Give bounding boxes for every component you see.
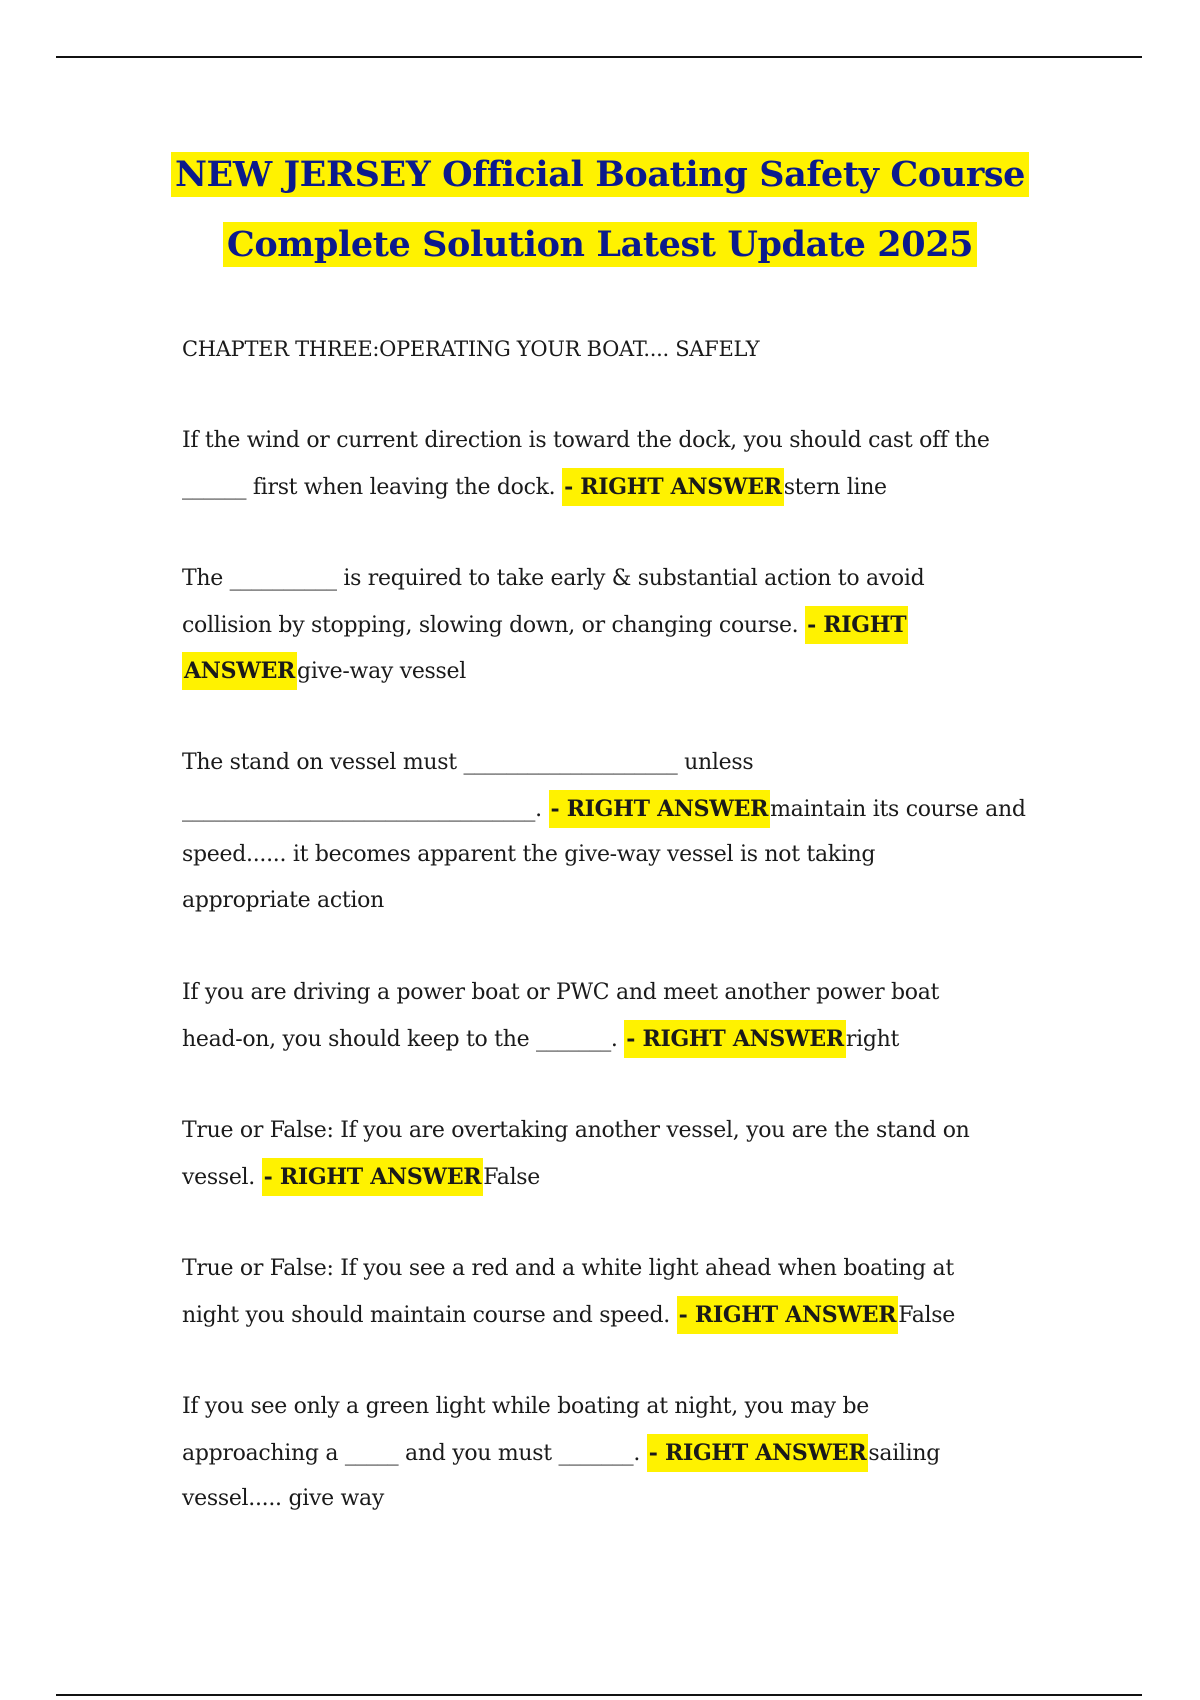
answer-text: right	[845, 1027, 900, 1052]
qa-list	[182, 418, 1026, 1522]
qa-line	[182, 602, 1022, 648]
qa-item	[182, 970, 1022, 1062]
answer-text: sailing	[868, 1441, 941, 1466]
answer-label: - RIGHT	[805, 606, 908, 644]
question-text: True or False: If you see a red and a white light ahead when boating at	[182, 1256, 954, 1281]
qa-line	[182, 464, 1022, 510]
qa-line	[182, 1430, 1022, 1476]
answer-label: - RIGHT ANSWER	[262, 1158, 484, 1196]
question-text: If you see only a green light while boating at night, you may be	[182, 1394, 869, 1419]
question-text: The stand on vessel must ____________________ unless	[182, 750, 754, 775]
answer-text: maintain its course and	[770, 797, 1026, 822]
answer-text: give-way vessel	[297, 659, 466, 684]
qa-item	[182, 1384, 1022, 1522]
answer-label: - RIGHT ANSWER	[549, 790, 771, 828]
question-text: vessel..... give way	[182, 1486, 384, 1511]
question-text: speed...... it becomes apparent the give-way vessel is not taking	[182, 842, 876, 867]
qa-line	[182, 1108, 1022, 1154]
answer-label: - RIGHT ANSWER	[677, 1296, 899, 1334]
qa-line	[182, 1016, 1022, 1062]
answer-label: - RIGHT ANSWER	[562, 468, 784, 506]
document-title	[0, 140, 1200, 280]
question-text: approaching a _____ and you must _______.	[182, 1441, 647, 1466]
qa-item	[182, 1246, 1022, 1338]
question-text: night you should maintain course and speed.	[182, 1303, 677, 1328]
answer-label: ANSWER	[182, 652, 297, 690]
qa-line	[182, 786, 1026, 832]
qa-item	[182, 556, 1022, 694]
qa-line	[182, 1384, 1022, 1430]
question-text: ______ first when leaving the dock.	[182, 475, 563, 500]
question-text: If you are driving a power boat or PWC and meet another power boat	[182, 980, 940, 1005]
qa-line	[182, 832, 1022, 878]
question-text: vessel.	[182, 1165, 262, 1190]
qa-line	[182, 648, 1022, 694]
qa-line	[182, 970, 1022, 1016]
question-text: collision by stopping, slowing down, or changing course.	[182, 613, 806, 638]
answer-text: stern line	[783, 475, 887, 500]
answer-label: - RIGHT ANSWER	[647, 1434, 869, 1472]
qa-item	[182, 1108, 1022, 1200]
answer-label: - RIGHT ANSWER	[624, 1020, 846, 1058]
question-text: appropriate action	[182, 888, 384, 913]
answer-text: False	[898, 1303, 955, 1328]
top-rule	[56, 56, 1142, 58]
qa-line	[182, 1476, 1022, 1522]
qa-line	[182, 1292, 1022, 1338]
question-text: head-on, you should keep to the _______.	[182, 1027, 625, 1052]
question-text: If the wind or current direction is toward the dock, you should cast off the	[182, 428, 990, 453]
qa-line	[182, 1246, 1022, 1292]
document-body	[182, 326, 1026, 1568]
qa-item	[182, 740, 1026, 924]
answer-text: False	[483, 1165, 541, 1190]
qa-line	[182, 1154, 1022, 1200]
qa-line	[182, 418, 1022, 464]
question-text: True or False: If you are overtaking another vessel, you are the stand on	[182, 1118, 970, 1143]
qa-line	[182, 878, 1022, 924]
title-line-2: Complete Solution Latest Update 2025	[223, 222, 977, 267]
qa-line	[182, 556, 1022, 602]
qa-line	[182, 740, 1022, 786]
title-line-1: NEW JERSEY Official Boating Safety Course	[171, 152, 1029, 197]
qa-item	[182, 418, 1022, 510]
chapter-heading: CHAPTER THREE:OPERATING YOUR BOAT.... SAFELY	[182, 337, 760, 361]
bottom-rule	[56, 1694, 1142, 1696]
question-text: The __________ is required to take early & substantial action to avoid	[182, 566, 925, 591]
question-text: _________________________________.	[182, 797, 549, 822]
